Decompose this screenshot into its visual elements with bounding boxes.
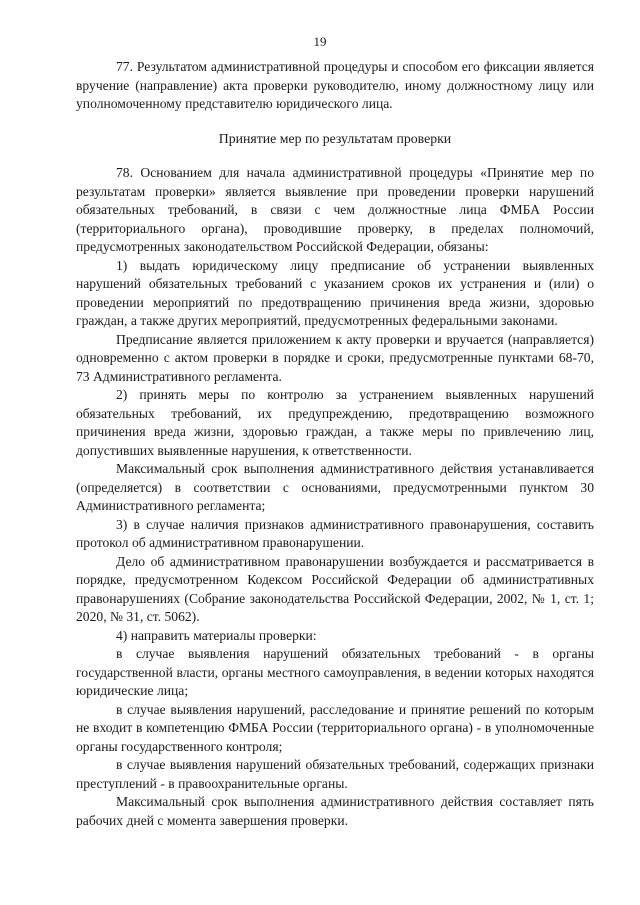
paragraph-item-4: 4) направить материалы проверки: [116, 627, 317, 643]
paragraph-77: 77. Результатом административной процедуры и способом его фиксации является вручение (направление) акта проверки руководителю, иному должностному лицу или уполномоченному представителю юридического лица. [76, 59, 594, 111]
document-body [76, 58, 594, 830]
paragraph-case: Дело об административном правонарушении возбуждается и рассматривается в порядке, предусмотренном Кодексом Российской Федерации об административных правонарушениях (Собрание законодательства Российской Федерации, 2002, № 1, ст. 1; 2020, № 31, ст. 5062). [76, 553, 594, 624]
paragraph-case-a: в случае выявления нарушений обязательных требований - в органы государственной власти, органы местного самоуправления, в ведении которых находятся юридические лица; [76, 646, 594, 698]
paragraph-prescription: Предписание является приложением к акту проверки и вручается (направляется) одновременно с актом проверки в порядке и сроки, предусмотренные пунктами 68-70, 73 Административного регламента. [76, 331, 594, 384]
paragraph-max-term-1: Максимальный срок выполнения административного действия устанавливается (определяется) в соответствии с основаниями, предусмотренными пунктом 30 Административного регламента; [76, 461, 594, 513]
paragraph-item-1: 1) выдать юридическому лицу предписание об устранении выявленных нарушений обязательных требований с указанием сроков их устранения и (или) о проведении мероприятий по предотвращению причинения вреда жизни, здоровью граждан, а также других мероприятий, предусмотренных федеральными законами. [76, 257, 594, 328]
paragraph-case-b: в случае выявления нарушений, расследование и принятие решений по которым не входит в компетенцию ФМБА России (территориального органа) - в уполномоченные органы государственного контроля; [76, 701, 594, 754]
paragraph-item-3: 3) в случае наличия признаков административного правонарушения, составить протокол об административном правонарушении. [76, 516, 594, 550]
section-heading: Принятие мер по результатам проверки [218, 130, 452, 146]
paragraph-item-2: 2) принять меры по контролю за устранением выявленных нарушений обязательных требований, их предупреждению, предотвращению возможного причинения вреда жизни, здоровью граждан, а также меры по привлечению лиц, допустивших выявленные нарушения, к ответственности. [76, 387, 594, 458]
page-number: 19 [313, 34, 327, 49]
paragraph-max-term-2: Максимальный срок выполнения административного действия составляет пять рабочих дней с момента завершения проверки. [76, 794, 594, 828]
paragraph-78: 78. Основанием для начала административной процедуры «Принятие мер по результатам проверки» является выявление при проведении проверки нарушений обязательных требований, в связи с чем должностные лица ФМБА России (территориального органа), проводившие проверку, в пределах полномочий, предусмотренных законодательством Российской Федерации, обязаны: [76, 165, 594, 254]
paragraph-case-c: в случае выявления нарушений обязательных требований, содержащих признаки преступлений - в правоохранительные органы. [76, 757, 594, 791]
